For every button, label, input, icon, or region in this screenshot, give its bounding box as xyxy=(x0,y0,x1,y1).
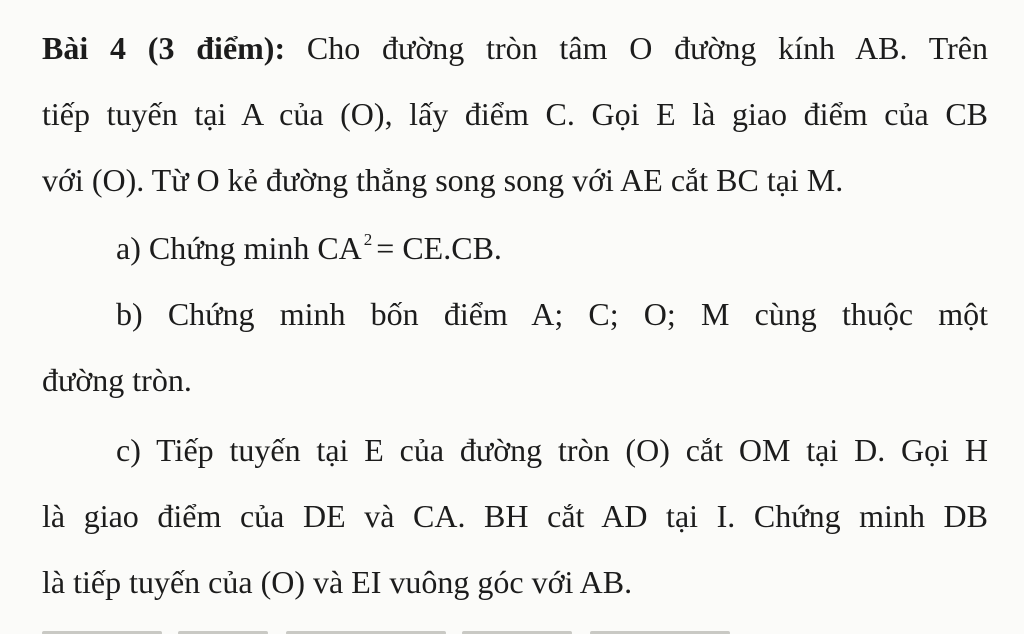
part-b-line-1: b) Chứng minh bốn điểm A; C; O; M cùng thuộc một xyxy=(116,296,988,332)
part-c-line-2: là giao điểm của DE và CA. BH cắt AD tại I. Chứng minh DB xyxy=(42,498,988,534)
part-b-line-2: đường tròn. xyxy=(42,362,192,398)
part-a-rhs: = CE.CB. xyxy=(376,230,502,266)
part-c-line-3: là tiếp tuyến của (O) và EI vuông góc với AB. xyxy=(42,564,633,600)
document-page xyxy=(42,0,988,634)
part-a xyxy=(116,228,988,268)
problem-line-1 xyxy=(42,28,988,68)
cropped-next-line xyxy=(42,622,988,634)
cropped-previous-line xyxy=(42,0,402,2)
part-c-line-1: c) Tiếp tuyến tại E của đường tròn (O) cắt OM tại D. Gọi H xyxy=(116,432,988,468)
problem-line-3: với (O). Từ O kẻ đường thẳng song song với AE cắt BC tại M. xyxy=(42,162,844,198)
problem-heading: Bài 4 (3 điểm): xyxy=(42,30,286,66)
part-a-equation xyxy=(317,230,502,266)
part-a-base: CA xyxy=(317,230,362,266)
part-a-label: a) Chứng minh xyxy=(116,230,318,266)
problem-line-2: tiếp tuyến tại A của (O), lấy điểm C. Gọi E là giao điểm của CB xyxy=(42,96,988,132)
problem-line-1-text: Cho đường tròn tâm O đường kính AB. Trên xyxy=(285,30,989,66)
part-a-exponent: 2 xyxy=(363,230,373,249)
